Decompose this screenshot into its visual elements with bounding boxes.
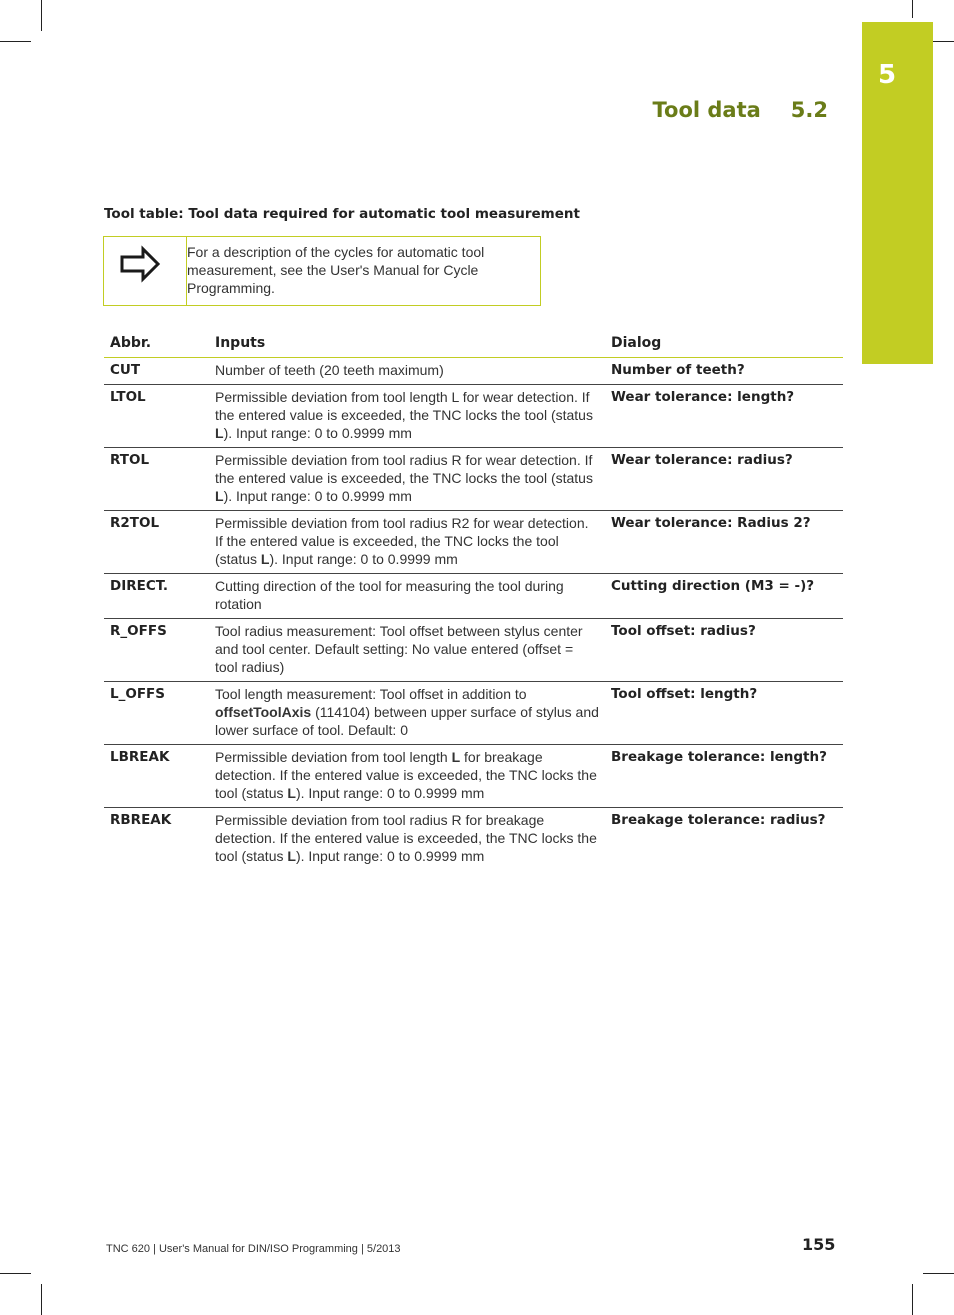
table-row [104,619,843,682]
inputs-cell: Number of teeth (20 teeth maximum) [209,358,605,385]
abbr-cell: CUT [104,358,209,385]
page-number: 155 [802,1235,836,1254]
table-row [104,745,843,808]
crop-mark [41,0,42,31]
abbr-cell: LTOL [104,385,209,448]
abbr-cell: RTOL [104,448,209,511]
table-row [104,574,843,619]
inputs-cell: Permissible deviation from tool radius R for wear detection. If the entered value is exceeded, the TNC locks the tool (status L). Input range: 0 to 0.9999 mm [209,448,605,511]
table-row [104,448,843,511]
table-row [104,358,843,385]
dialog-cell: Wear tolerance: length? [605,385,843,448]
dialog-cell: Breakage tolerance: length? [605,745,843,808]
abbr-cell: RBREAK [110,812,172,828]
inputs-cell: Tool length measurement: Tool offset in addition to offsetToolAxis (114104) between upper surface of stylus and lower surface of tool. Default: 0 [209,682,605,745]
crop-mark [0,41,31,42]
crop-mark [912,1284,913,1315]
inputs-cell: Permissible deviation from tool radius R for breakage detection. If the entered value is exceeded, the TNC locks the tool (status L). Input range: 0 to 0.9999 mm [215,812,597,864]
chapter-number: 5 [877,60,897,90]
section-title: Tool table: Tool data required for automatic tool measurement [104,206,580,222]
running-header [652,98,828,122]
abbr-cell: R_OFFS [104,619,209,682]
crop-mark [41,1284,42,1315]
column-header-abbr: Abbr. [104,332,209,358]
footer-text: TNC 620 | User's Manual for DIN/ISO Programming | 5/2013 [106,1243,401,1255]
dialog-cell: Wear tolerance: radius? [605,448,843,511]
dialog-cell: Number of teeth? [605,358,843,385]
tool-data-table [104,332,843,870]
dialog-cell: Wear tolerance: Radius 2? [605,511,843,574]
inputs-cell: Cutting direction of the tool for measuring the tool during rotation [209,574,605,619]
column-header-inputs: Inputs [209,332,605,358]
abbr-cell: LBREAK [104,745,209,808]
abbr-cell: DIRECT. [104,574,209,619]
header-title: Tool data [652,98,761,122]
dialog-cell: Cutting direction (M3 = -)? [605,574,843,619]
note-box [103,236,541,306]
dialog-cell: Breakage tolerance: radius? [611,812,826,828]
crop-mark [0,1273,31,1274]
inputs-cell: Permissible deviation from tool radius R2 for wear detection. If the entered value is exceeded, the TNC locks the tool (status L). Input range: 0 to 0.9999 mm [209,511,605,574]
dialog-cell: Tool offset: length? [605,682,843,745]
crop-mark [923,1273,954,1274]
inputs-cell: Tool radius measurement: Tool offset between stylus center and tool center. Default setting: No value entered (offset = tool radius) [209,619,605,682]
arrow-right-icon [118,244,162,289]
column-header-dialog: Dialog [605,332,843,358]
chapter-tab [862,22,933,364]
inputs-cell: Permissible deviation from tool length L for breakage detection. If the entered value is exceeded, the TNC locks the tool (status L). Input range: 0 to 0.9999 mm [209,745,605,808]
table-row [104,808,843,871]
abbr-cell: R2TOL [104,511,209,574]
dialog-cell: Tool offset: radius? [605,619,843,682]
inputs-cell: Permissible deviation from tool length L for wear detection. If the entered value is exceeded, the TNC locks the tool (status L). Input range: 0 to 0.9999 mm [209,385,605,448]
table-row [104,385,843,448]
abbr-cell: L_OFFS [104,682,209,745]
table-row [104,682,843,745]
table-header-row [104,332,843,358]
note-text: For a description of the cycles for automatic tool measurement, see the User's Manual for Cycle Programming. [187,244,485,296]
crop-mark [912,0,913,18]
table-row [104,511,843,574]
header-section-number: 5.2 [790,98,828,122]
